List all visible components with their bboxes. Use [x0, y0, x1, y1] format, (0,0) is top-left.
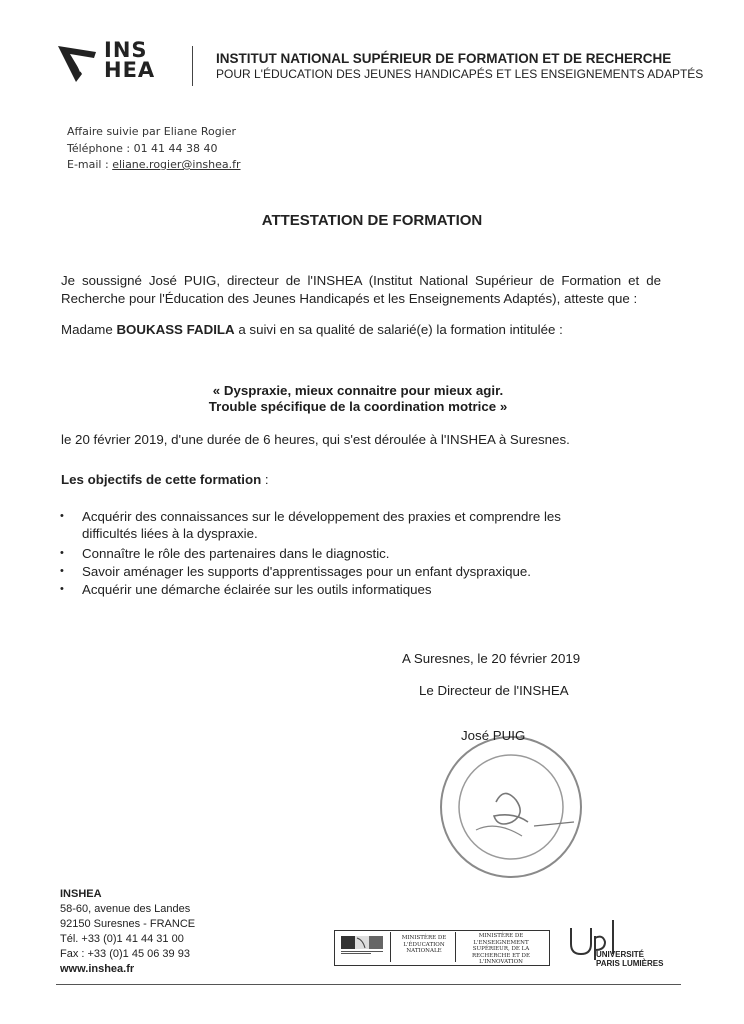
trainee-statement: Madame BOUKASS FADILA a suivi en sa qualité de salarié(e) la formation intitulée :: [61, 322, 563, 337]
ministry-higher-education: MINISTÈRE DE L'ENSEIGNEMENT SUPÉRIEUR, DE LA RECHERCHE ET DE L'INNOVATION: [472, 933, 530, 965]
objective-item: • Acquérir une démarche éclairée sur les outils informatiques: [60, 582, 432, 597]
marianne-logo-icon: [341, 936, 385, 956]
course-title-line-1: « Dyspraxie, mieux connaitre pour mieux agir.: [212, 383, 504, 398]
footer-phone: Tél. +33 (0)1 41 44 31 00: [60, 933, 184, 945]
official-stamp-icon: [436, 732, 586, 882]
objective-item: • Acquérir des connaissances sur le développement des praxies et comprendre les: [60, 509, 561, 524]
ministry-education: MINISTÈRE DE L'ÉDUCATION NATIONALE: [401, 935, 447, 954]
institute-name: INSTITUT NATIONAL SUPÉRIEUR DE FORMATION ET DE RECHERCHE: [216, 51, 672, 66]
objective-item: • Savoir aménager les supports d'apprentissages pour un enfant dyspraxique.: [60, 564, 531, 579]
footer-address: 58-60, avenue des Landes: [60, 903, 191, 915]
header-divider: [192, 46, 193, 86]
trainee-name: BOUKASS FADILA: [116, 322, 235, 337]
objectives-heading: Les objectifs de cette formation :: [61, 472, 269, 487]
contact-email: E-mail : eliane.rogier@inshea.fr: [67, 158, 241, 171]
footer-fax: Fax : +33 (0)1 45 06 39 93: [60, 948, 190, 960]
signatory-name: José PUIG: [461, 728, 526, 743]
inshea-logo-icon: [56, 44, 98, 84]
institute-subtitle: POUR L'ÉDUCATION DES JEUNES HANDICAPÉS ET LES ENSEIGNEMENTS ADAPTÉS: [216, 67, 704, 81]
signature-title: Le Directeur de l'INSHEA: [419, 683, 569, 698]
objective-item: • Connaître le rôle des partenaires dans le diagnostic.: [60, 546, 390, 561]
contact-followed-by: Affaire suivie par Eliane Rogier: [67, 125, 237, 138]
training-date-line: le 20 février 2019, d'une durée de 6 heures, qui s'est déroulée à l'INSHEA à Suresnes.: [61, 432, 570, 447]
document-title: ATTESTATION DE FORMATION: [261, 212, 483, 229]
contact-phone: Téléphone : 01 41 44 38 40: [67, 142, 218, 155]
footer-org: INSHEA: [60, 888, 102, 900]
footer-divider: [56, 984, 681, 985]
upl-name: UNIVERSITÉ PARIS LUMIÈRES: [596, 950, 664, 968]
bullet-icon: •: [60, 565, 64, 577]
footer-city: 92150 Suresnes - FRANCE: [60, 918, 196, 930]
email-link[interactable]: eliane.rogier@inshea.fr: [112, 158, 241, 171]
inshea-logo-text: INS HEA: [104, 38, 156, 82]
course-title-line-2: Trouble spécifique de la coordination motrice »: [208, 399, 508, 414]
ministry-separator: [390, 932, 391, 962]
objective-item-continuation: difficultés liées à la dyspraxie.: [82, 526, 258, 541]
footer-website[interactable]: www.inshea.fr: [60, 963, 135, 975]
bullet-icon: •: [60, 510, 64, 522]
signature-place-date: A Suresnes, le 20 février 2019: [402, 651, 581, 666]
bullet-icon: •: [60, 583, 64, 595]
intro-line-1: Je soussigné José PUIG, directeur de l'INSHEA (Institut National Supérieur de Formation et de: [61, 273, 661, 288]
bullet-icon: •: [60, 547, 64, 559]
intro-line-2: Recherche pour l'Éducation des Jeunes Handicapés et les Enseignements Adaptés), atteste que :: [61, 291, 638, 306]
